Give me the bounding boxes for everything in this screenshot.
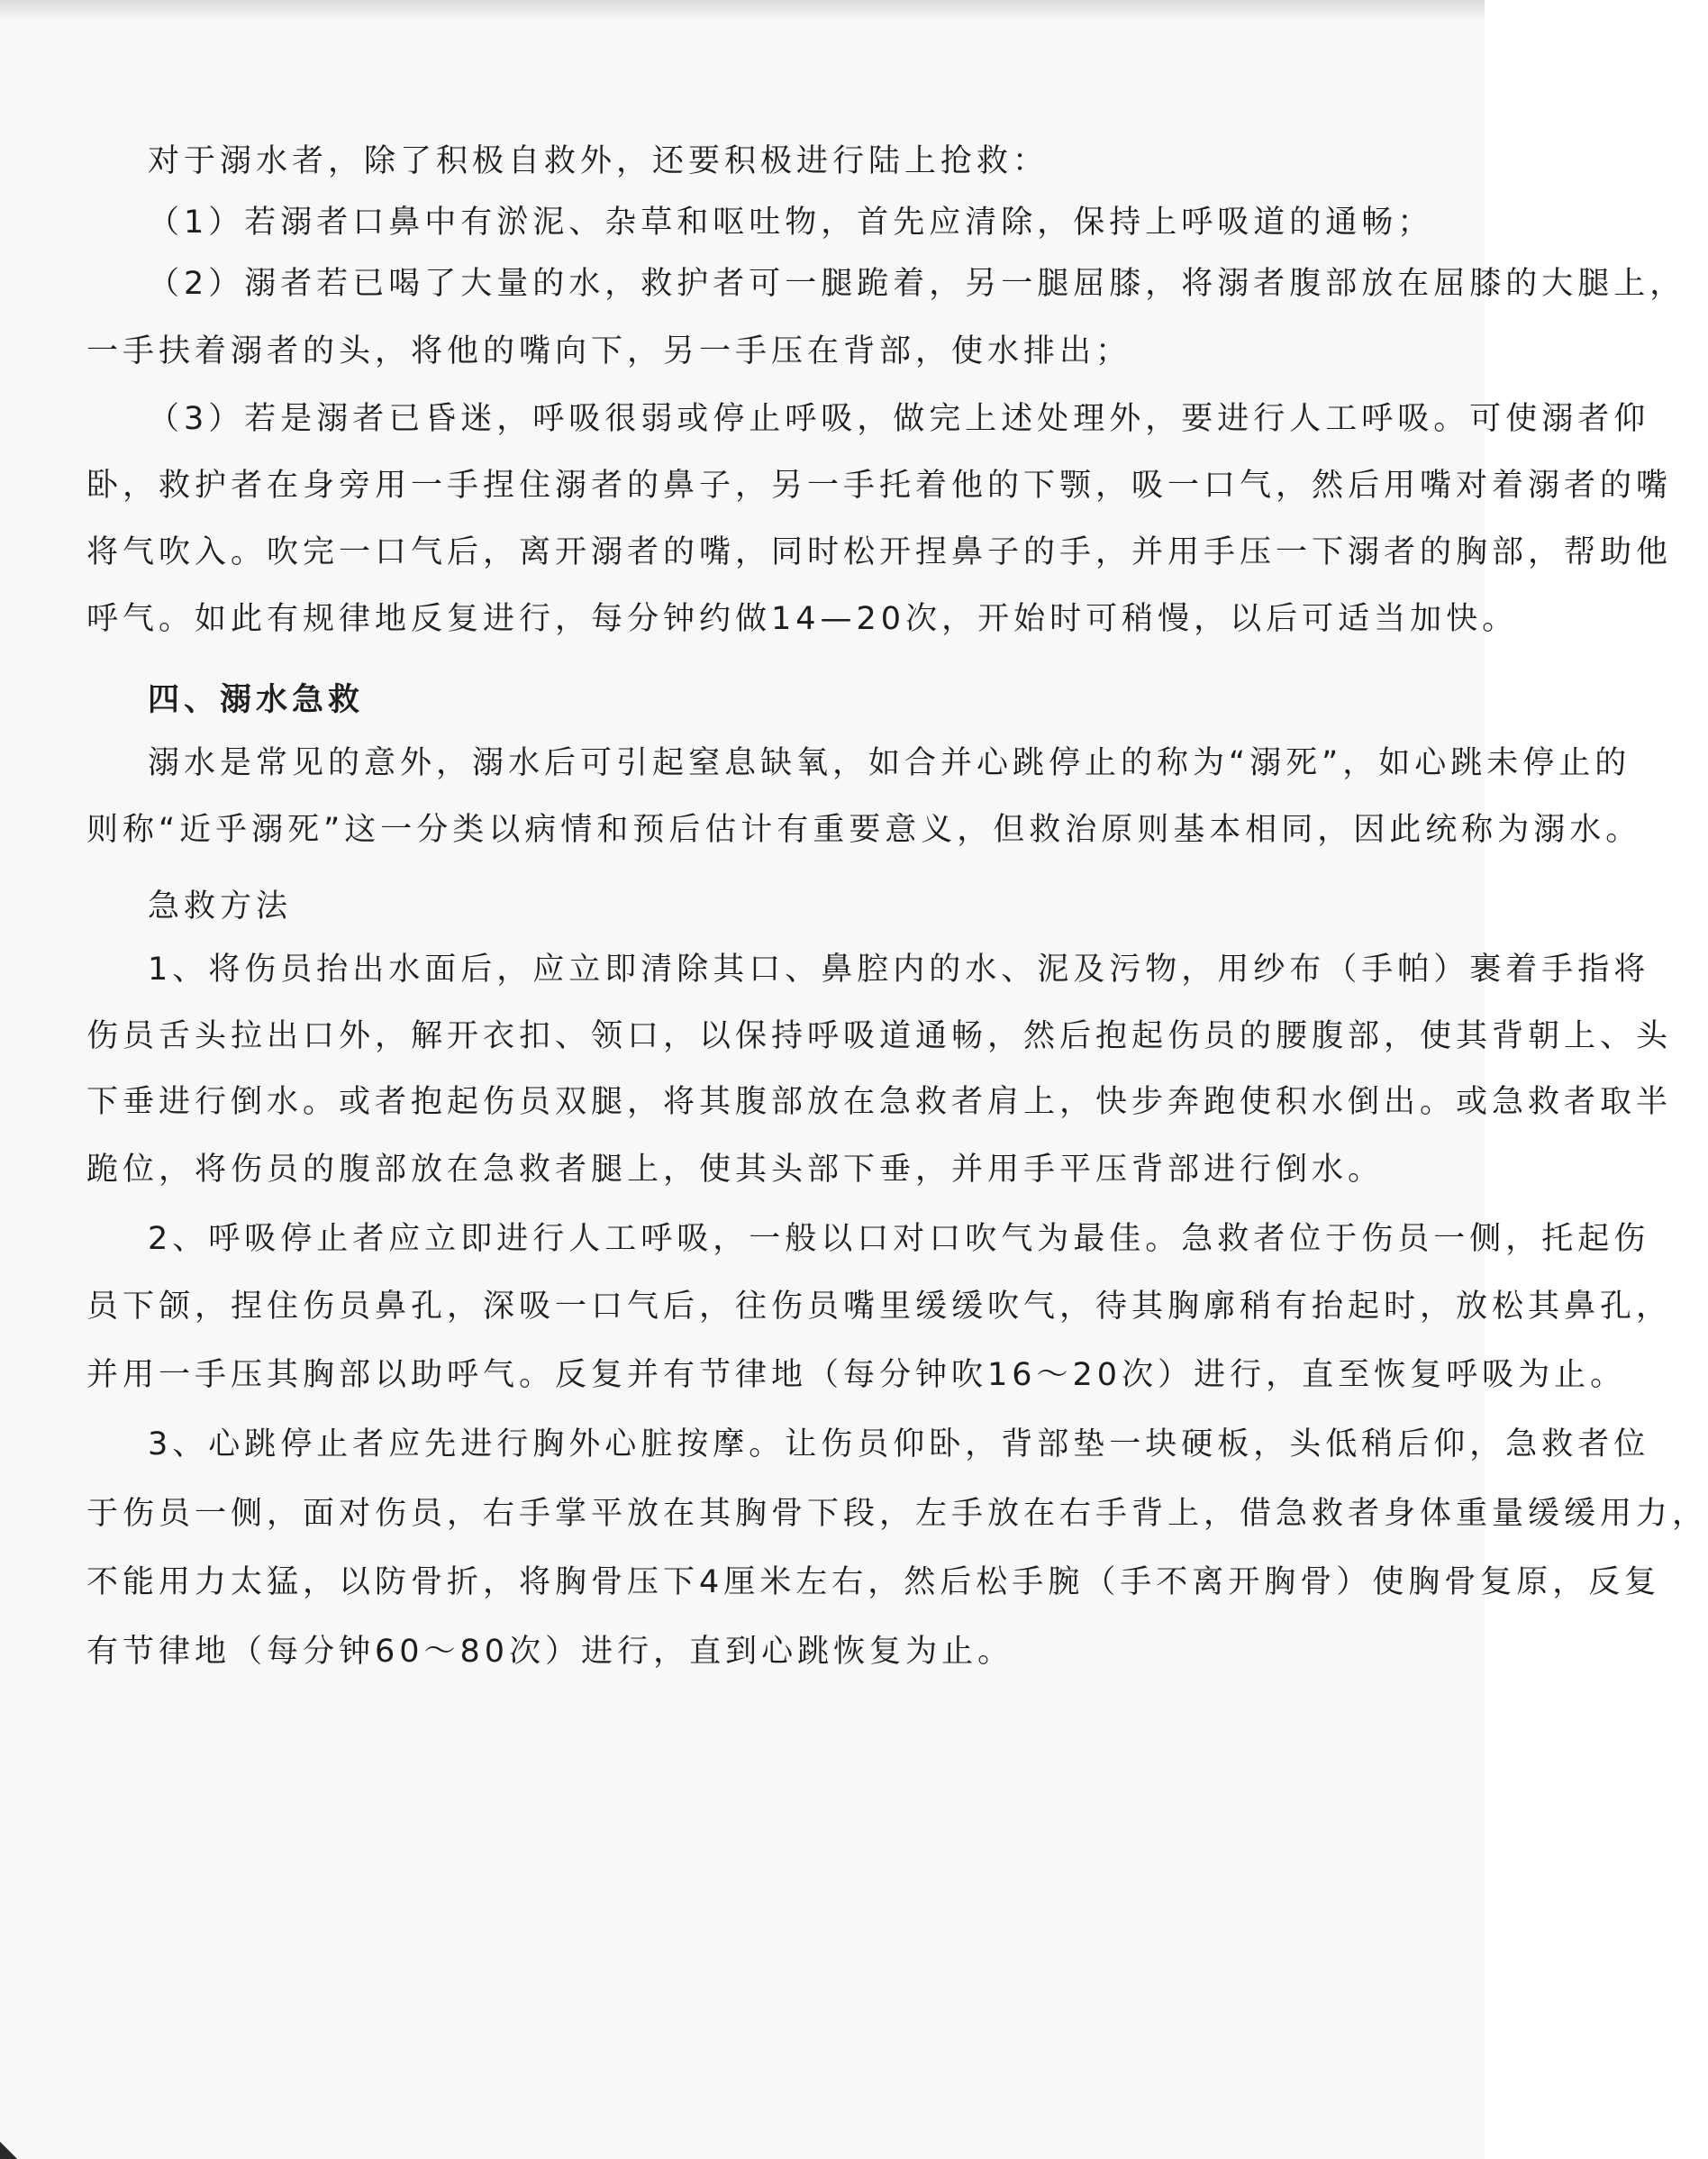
scan-corner-mark: [0, 2137, 22, 2159]
first-aid-methods-label: 急救方法: [148, 888, 293, 925]
intro-line: 对于溺水者，除了积极自救外，还要积极进行陆上抢救：: [148, 143, 1049, 179]
section-heading-drowning-first-aid: 四、溺水急救: [148, 682, 365, 718]
method-1-line-3: 下垂进行倒水。或者抱起伤员双腿，将其腹部放在急救者肩上，快步奔跑使积水倒出。或急救者取半: [86, 1084, 1673, 1120]
scan-top-edge: [0, 0, 1485, 22]
method-1-line-4: 跪位，将伤员的腹部放在急救者腿上，使其头部下垂，并用手平压背部进行倒水。: [86, 1152, 1385, 1188]
rescue-step-1-line: （1）若溺者口鼻中有淤泥、杂草和呕吐物，首先应清除，保持上呼吸道的通畅；: [148, 205, 1434, 241]
rescue-step-3-line-3: 将气吹入。吹完一口气后，离开溺者的嘴，同时松开捏鼻子的手，并用手压一下溺者的胸部，帮助他: [86, 534, 1673, 570]
method-2-line-3: 并用一手压其胸部以助呼气。反复并有节律地（每分钟吹16～20次）进行，直至恢复呼吸为止。: [86, 1357, 1627, 1393]
rescue-step-2-line-1: （2）溺者若已喝了大量的水，救护者可一腿跪着，另一腿屈膝，将溺者腹部放在屈膝的大腿上，: [148, 266, 1686, 302]
definition-line-2: 则称“近乎溺死”这一分类以病情和预后估计有重要意义，但救治原则基本相同，因此统称为溺水。: [86, 812, 1642, 848]
method-2-line-2: 员下颌，捏住伤员鼻孔，深吸一口气后，往伤员嘴里缓缓吹气，待其胸廓稍有抬起时，放松其鼻孔，: [86, 1289, 1673, 1325]
method-2-line-1: 2、呼吸停止者应立即进行人工呼吸，一般以口对口吹气为最佳。急救者位于伤员一侧，托起伤: [148, 1221, 1650, 1257]
method-3-line-3: 不能用力太猛，以防骨折，将胸骨压下4厘米左右，然后松手腕（手不离开胸骨）使胸骨复原，反复: [86, 1564, 1661, 1600]
rescue-step-3-line-2: 卧，救护者在身旁用一手捏住溺者的鼻子，另一手托着他的下颚，吸一口气，然后用嘴对着溺者的嘴: [86, 468, 1673, 504]
rescue-step-3-line-1: （3）若是溺者已昏迷，呼吸很弱或停止呼吸，做完上述处理外，要进行人工呼吸。可使溺者仰: [148, 401, 1650, 437]
definition-line-1: 溺水是常见的意外，溺水后可引起窒息缺氧，如合并心跳停止的称为“溺死”，如心跳未停止的: [148, 745, 1631, 781]
method-1-line-2: 伤员舌头拉出口外，解开衣扣、领口，以保持呼吸道通畅，然后抱起伤员的腰腹部，使其背朝上、头: [86, 1018, 1673, 1054]
method-1-line-1: 1、将伤员抬出水面后，应立即清除其口、鼻腔内的水、泥及污物，用纱布（手帕）裹着手指将: [148, 952, 1650, 988]
rescue-step-3-line-4: 呼气。如此有规律地反复进行，每分钟约做14—20次，开始时可稍慢，以后可适当加快。: [86, 601, 1519, 637]
rescue-step-2-line-2: 一手扶着溺者的头，将他的嘴向下，另一手压在背部，使水排出；: [86, 333, 1132, 369]
method-3-line-4: 有节律地（每分钟60～80次）进行，直到心跳恢复为止。: [86, 1634, 1014, 1670]
method-3-line-2: 于伤员一侧，面对伤员，右手掌平放在其胸骨下段，左手放在右手背上，借急救者身体重量缓缓用力，: [86, 1496, 1708, 1532]
method-3-line-1: 3、心跳停止者应先进行胸外心脏按摩。让伤员仰卧，背部垫一块硬板，头低稍后仰，急救者位: [148, 1426, 1650, 1462]
